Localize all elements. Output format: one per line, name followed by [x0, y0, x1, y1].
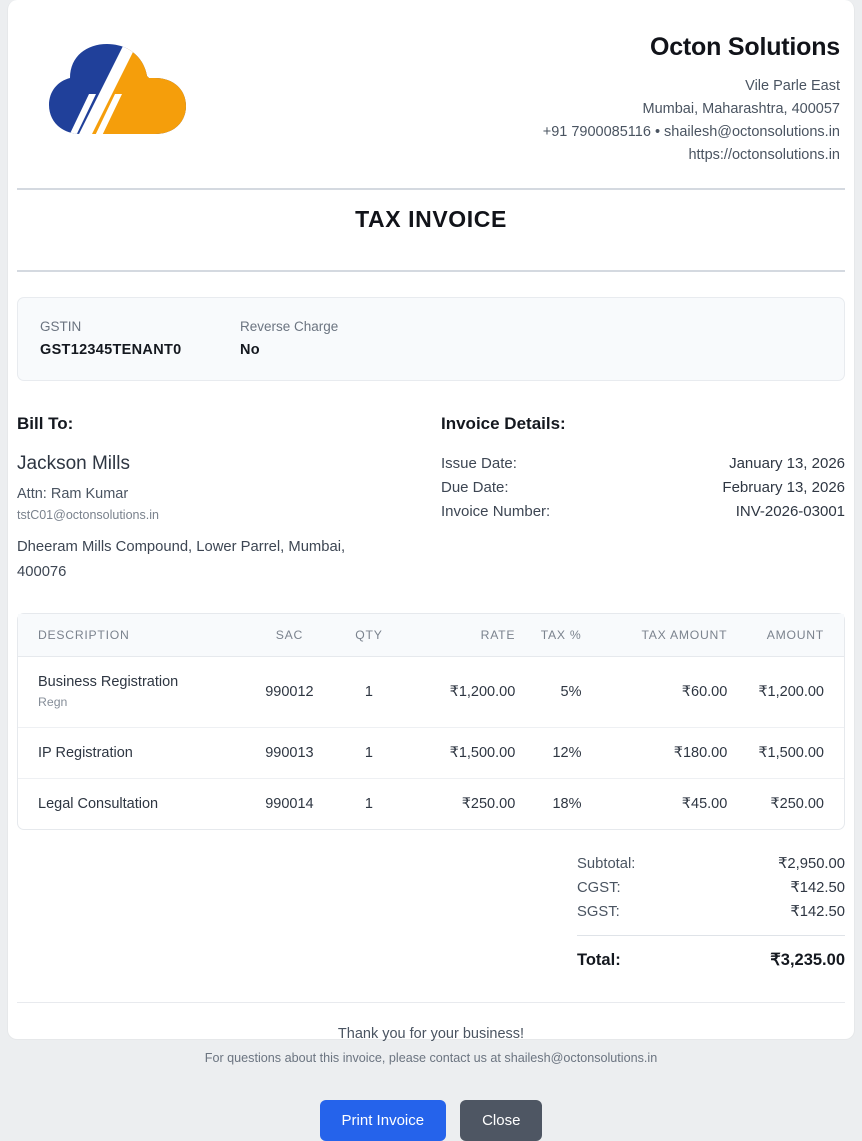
item-qty: 1	[333, 728, 405, 779]
detail-row-invoice-number	[441, 500, 845, 524]
reverse-charge-block	[240, 317, 440, 360]
column-header-qty: QTY	[333, 614, 405, 657]
due-date-value: February 13, 2026	[722, 479, 845, 496]
invoice-details-heading: Invoice Details:	[441, 414, 566, 433]
item-sac: 990014	[265, 796, 314, 812]
due-date-label: Due Date:	[441, 479, 509, 496]
column-header-amount: AMOUNT	[727, 614, 844, 657]
gst-info-card	[17, 297, 845, 381]
cgst-label: CGST:	[577, 880, 621, 896]
column-header-tax-percent: TAX %	[515, 614, 589, 657]
bill-to-section	[17, 413, 441, 585]
cgst-row	[577, 876, 845, 900]
issue-date-value: January 13, 2026	[729, 455, 845, 472]
item-tax-amount: ₹45.00	[681, 796, 728, 812]
item-sub-description: Regn	[38, 695, 68, 709]
customer-email: tstC01@octonsolutions.in	[17, 508, 159, 522]
cloud-logo-icon	[45, 42, 190, 142]
company-address-line2: Mumbai, Maharashtra, 400057	[642, 101, 840, 117]
item-qty: 1	[364, 796, 373, 812]
total-value: ₹3,235.00	[770, 951, 845, 969]
reverse-charge-value: No	[240, 342, 260, 358]
line-items-table	[17, 613, 845, 830]
invoice-number-label: Invoice Number:	[441, 503, 551, 520]
company-name: Octon Solutions	[649, 33, 840, 61]
sgst-label: SGST:	[577, 904, 620, 920]
column-header-description: DESCRIPTION	[18, 614, 246, 657]
item-rate: ₹250.00	[461, 796, 516, 812]
invoice-details-section	[441, 413, 845, 585]
item-rate: ₹1,200.00	[405, 657, 515, 728]
customer-address: Dheeram Mills Compound, Lower Parrel, Mumbai, 400076	[17, 539, 346, 580]
item-tax-percent: 12%	[515, 728, 589, 779]
sgst-value: ₹142.50	[790, 904, 845, 920]
company-info	[543, 32, 845, 166]
company-website: https://octonsolutions.in	[688, 147, 840, 163]
column-header-tax-amount: TAX AMOUNT	[589, 614, 727, 657]
footer-contact-message: For questions about this invoice, please contact us at shailesh@octonsolutions.in	[204, 1051, 658, 1065]
company-contact: +91 7900085116 • shailesh@octonsolutions.in	[542, 124, 840, 140]
reverse-charge-label: Reverse Charge	[240, 319, 339, 334]
table-header-row	[18, 614, 844, 657]
item-description-cell	[18, 728, 246, 779]
customer-name: Jackson Mills	[17, 453, 130, 474]
item-sac: 990012	[246, 657, 333, 728]
print-invoice-button[interactable]: Print Invoice	[320, 1100, 447, 1141]
subtotal-value: ₹2,950.00	[777, 856, 845, 872]
company-logo	[17, 32, 177, 142]
gstin-block	[40, 317, 240, 360]
grand-total-row	[577, 948, 845, 972]
sgst-row	[577, 900, 845, 924]
item-tax-amount: ₹180.00	[589, 728, 727, 779]
totals-divider	[577, 935, 845, 936]
item-amount: ₹1,200.00	[727, 657, 844, 728]
issue-date-label: Issue Date:	[441, 455, 517, 472]
subtotal-label: Subtotal:	[577, 856, 636, 872]
item-amount: ₹1,500.00	[727, 728, 844, 779]
invoice-number-value: INV-2026-03001	[735, 503, 845, 520]
column-header-rate: RATE	[405, 614, 515, 657]
invoice-document	[7, 0, 855, 1129]
bill-to-heading: Bill To:	[17, 414, 74, 433]
item-description-cell	[18, 779, 246, 830]
total-label: Total:	[577, 951, 621, 969]
item-tax-percent: 5%	[515, 657, 589, 728]
table-row	[18, 779, 844, 830]
invoice-header	[17, 0, 845, 166]
item-description: Business Registration	[38, 674, 179, 690]
table-row	[18, 728, 844, 779]
close-button[interactable]: Close	[460, 1100, 542, 1141]
gstin-label: GSTIN	[40, 319, 82, 334]
totals-section	[17, 852, 845, 972]
detail-row-issue-date	[441, 452, 845, 476]
item-rate: ₹1,500.00	[405, 728, 515, 779]
title-divider-bottom	[17, 270, 845, 272]
company-address-line1: Vile Parle East	[745, 78, 840, 94]
action-buttons	[8, 1100, 854, 1141]
parties-section	[17, 413, 845, 585]
table-row	[18, 657, 844, 728]
detail-row-due-date	[441, 476, 845, 500]
subtotal-row	[577, 852, 845, 876]
item-description-cell	[18, 657, 246, 728]
item-description: Legal Consultation	[38, 796, 159, 812]
item-sac: 990013	[246, 728, 333, 779]
item-tax-amount: ₹60.00	[589, 657, 727, 728]
item-tax-percent: 18%	[552, 796, 582, 812]
customer-attention: Attn: Ram Kumar	[17, 486, 129, 502]
gstin-value: GST12345TENANT0	[40, 342, 182, 358]
invoice-footer	[8, 1003, 854, 1141]
column-header-sac: SAC	[246, 614, 333, 657]
thank-you-message: Thank you for your business!	[337, 1026, 525, 1042]
page-title: TAX INVOICE	[355, 206, 507, 232]
item-description: IP Registration	[38, 745, 133, 761]
item-qty: 1	[333, 657, 405, 728]
cgst-value: ₹142.50	[790, 880, 845, 896]
item-amount: ₹250.00	[770, 796, 824, 812]
